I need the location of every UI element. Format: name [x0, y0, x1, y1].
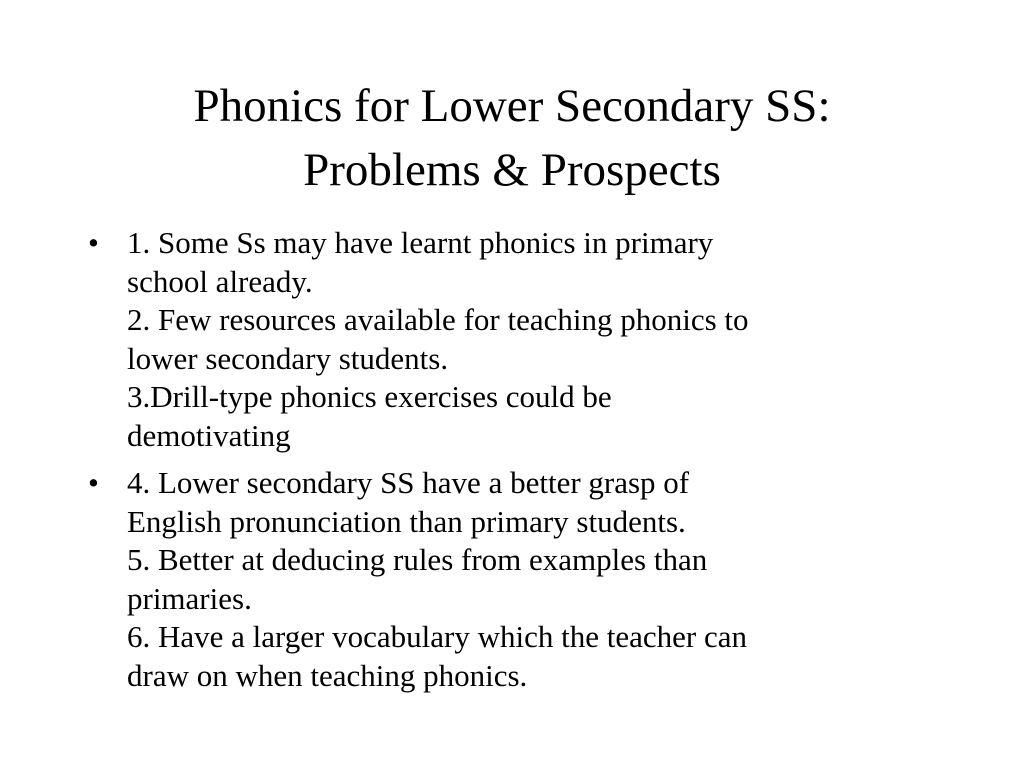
bullet-text-line: 6. Have a larger vocabulary which the teacher can	[127, 619, 747, 654]
bullet-text-line: 1. Some Ss may have learnt phonics in primary	[127, 225, 714, 260]
title-line-2: Problems & Prospects	[303, 144, 721, 196]
bullet-dot-icon: •	[88, 225, 99, 260]
bullet-text-line: school already.	[127, 263, 313, 299]
title-line-1: Phonics for Lower Secondary SS:	[193, 80, 831, 132]
bullet-item-problems	[84, 224, 944, 455]
bullet-text-line: draw on when teaching phonics.	[127, 657, 528, 693]
slide-title	[60, 74, 964, 202]
bullet-text-line: 5. Better at deducing rules from examples than	[127, 542, 708, 577]
bullet-item-prospects	[84, 464, 944, 695]
bullet-text-line: demotivating	[127, 417, 291, 453]
bullet-text-line: 2. Few resources available for teaching phonics to	[127, 302, 749, 337]
bullet-dot-icon: •	[88, 465, 99, 500]
bullet-list	[84, 224, 944, 704]
bullet-text-line: lower secondary students.	[127, 340, 449, 376]
bullet-text-line: 4. Lower secondary SS have a better grasp of	[127, 465, 690, 500]
bullet-text-line: English pronunciation than primary students.	[127, 503, 686, 539]
bullet-text-line: primaries.	[127, 580, 252, 616]
bullet-text-line: 3.Drill-type phonics exercises could be	[127, 379, 612, 414]
